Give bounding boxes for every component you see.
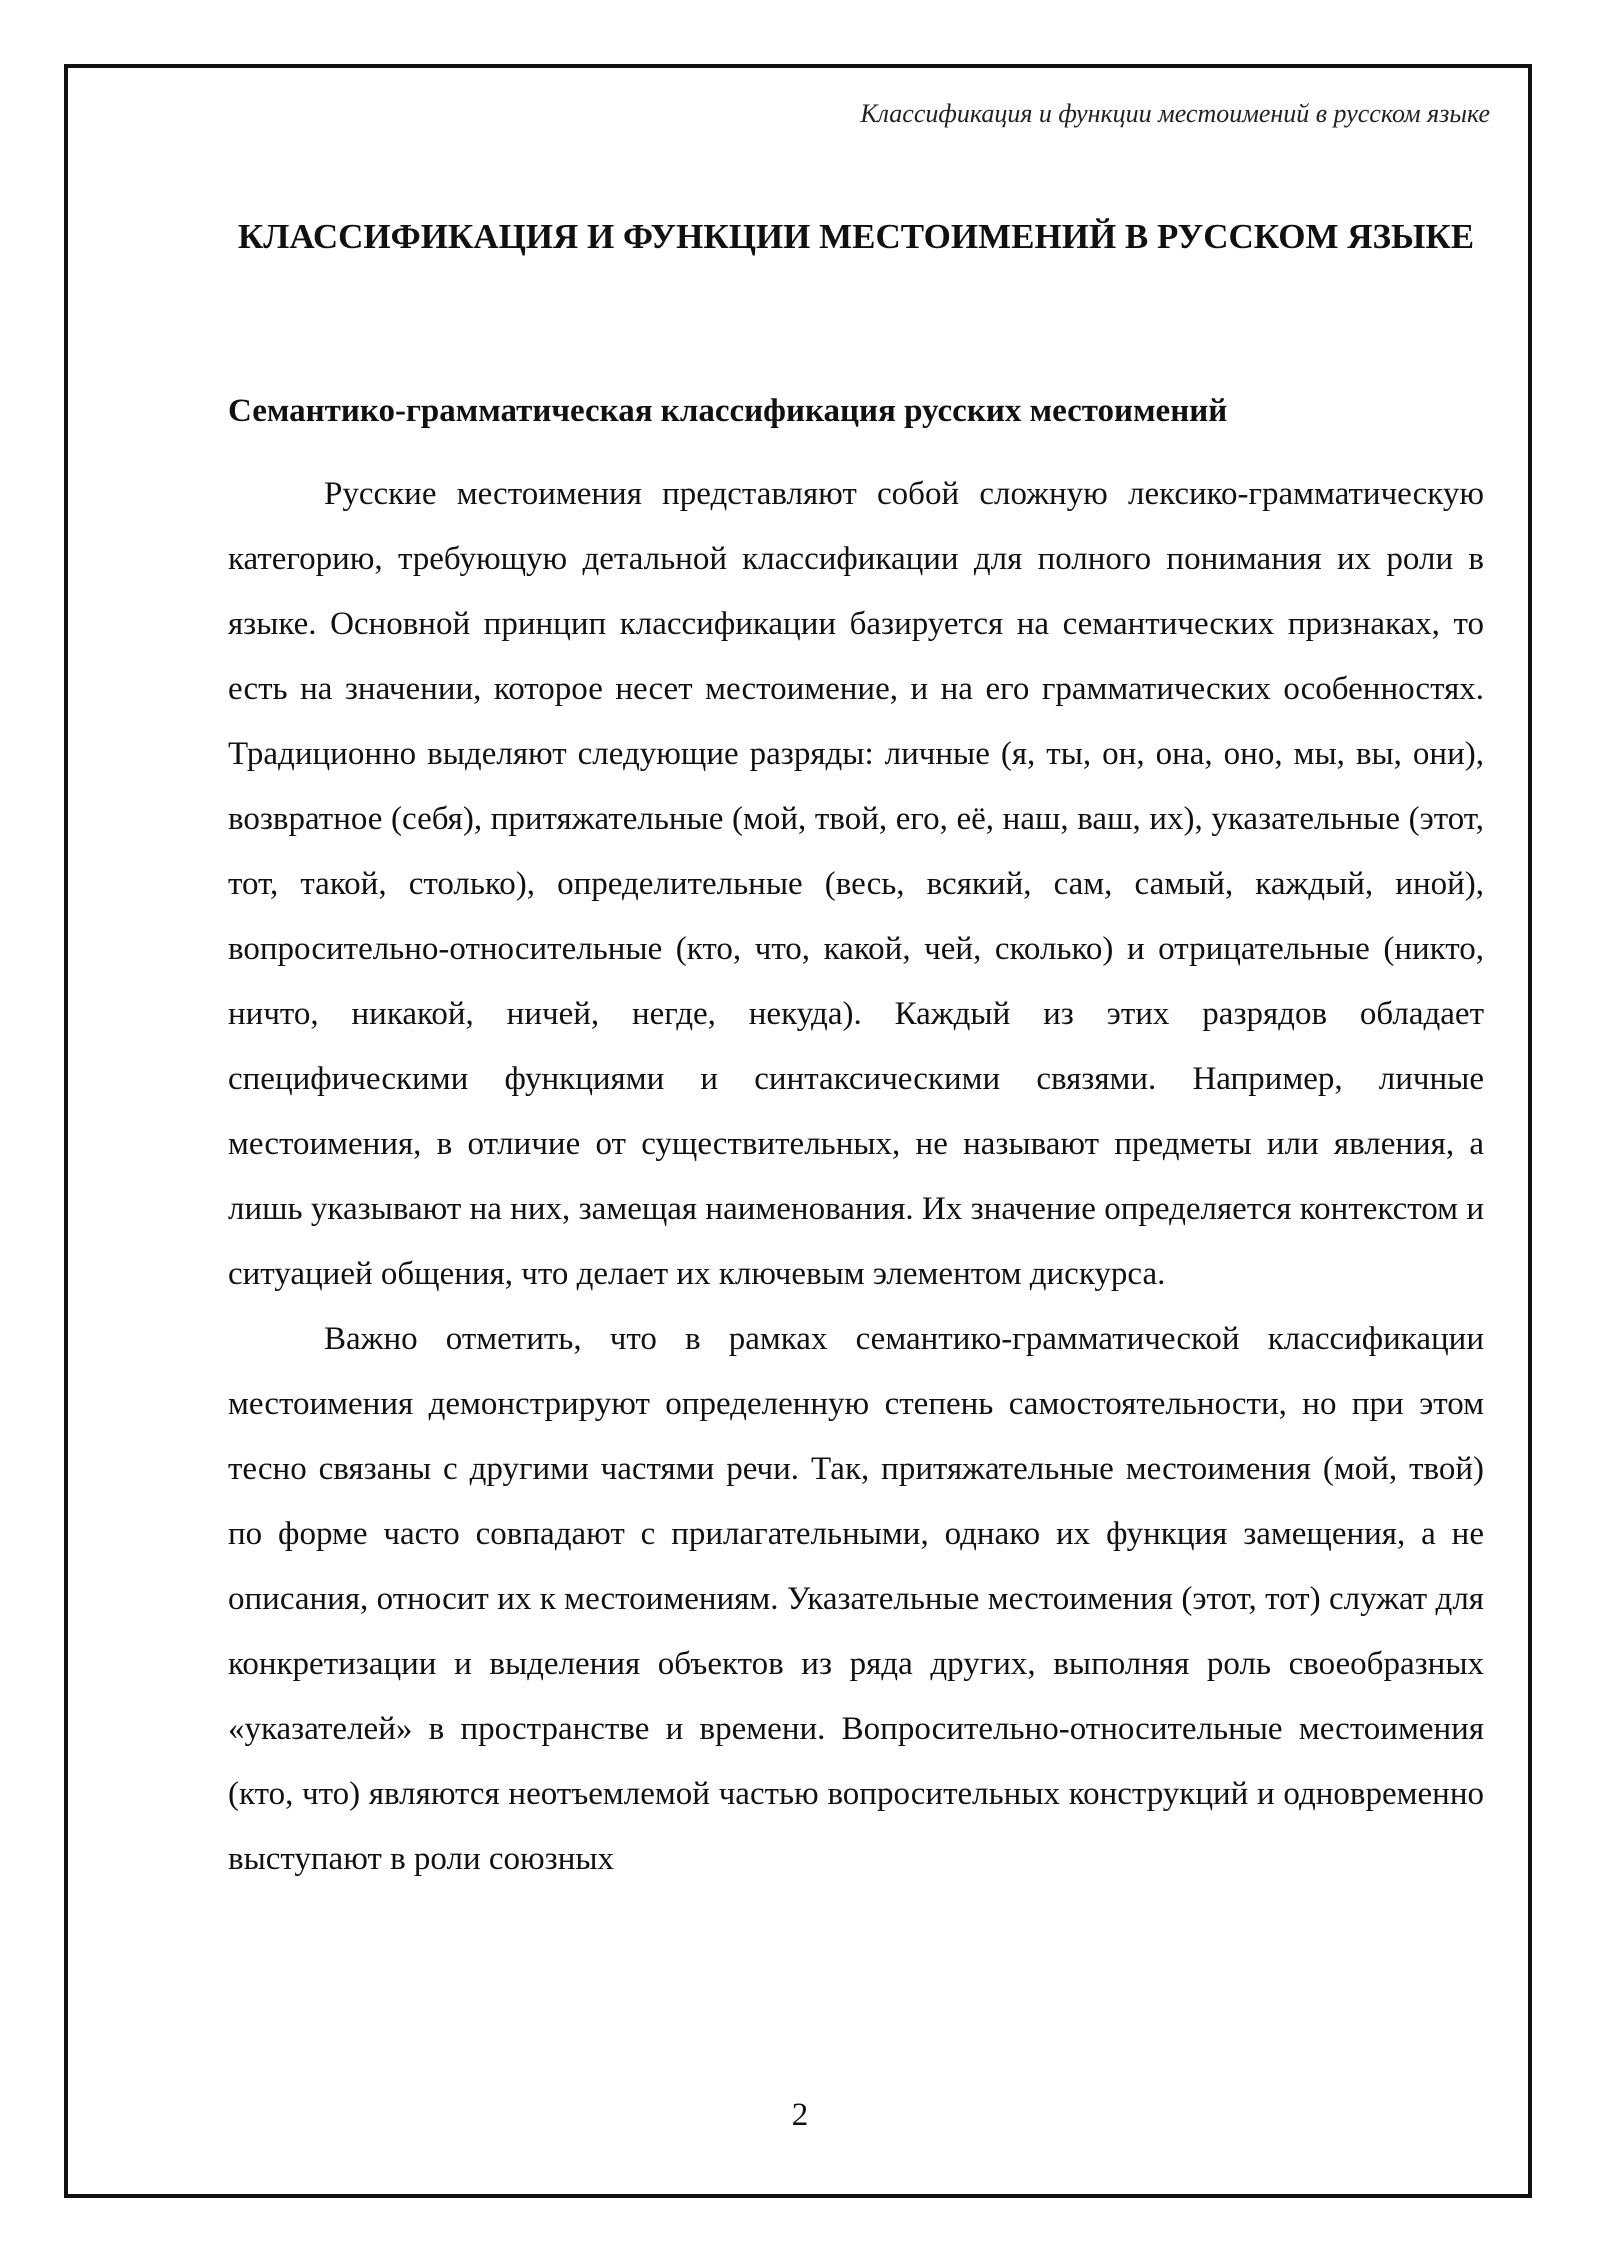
body-text [228, 462, 1484, 1892]
running-header: Классификация и функции местоимений в русском языке [860, 99, 1490, 128]
page-number: 2 [791, 2097, 809, 2133]
document-title: КЛАССИФИКАЦИЯ И ФУНКЦИИ МЕСТОИМЕНИЙ В РУССКОМ ЯЗЫКЕ [237, 217, 1475, 256]
paragraph: Русские местоимения представляют собой сложную лексико-грамматическую категорию, требующую детальной классификации для полного понимания их роли в языке. Основной принцип классификации базируется на семантических признаках, то есть на значении, которое несет местоимение, и на его грамматических особенностях. Традиционно выделяют следующие разряды: личные (я, ты, он, она, оно, мы, вы, они), возвратное (себя), притяжательные (мой, твой, его, её, наш, ваш, их), указательные (этот, тот, такой, столько), определительные (весь, всякий, сам, самый, каждый, иной), вопросительно-относительные (кто, что, какой, чей, сколько) и отрицательные (никто, ничто, никакой, ничей, негде, некуда). Каждый из этих разрядов обладает специфическими функциями и синтаксическими связями. Например, личные местоимения, в отличие от существительных, не называют предметы или явления, а лишь указывают на них, замещая наименования. Их значение определяется контекстом и ситуацией общения, что делает их ключевым элементом дискурса. [228, 476, 1484, 1292]
section-heading: Семантико-грамматическая классификация русских местоимений [228, 393, 1228, 429]
paragraph: Важно отметить, что в рамках семантико-грамматической классификации местоимения демонстрируют определенную степень самостоятельности, но при этом тесно связаны с другими частями речи. Так, притяжательные местоимения (мой, твой) по форме часто совпадают с прилагательными, однако их функция замещения, а не описания, относит их к местоимениям. Указательные местоимения (этот, тот) служат для конкретизации и выделения объектов из ряда других, выполняя роль своеобразных «указателей» в пространстве и времени. Вопросительно-относительные местоимения (кто, что) являются неотъемлемой частью вопросительных конструкций и одновременно выступают в роли союзных [228, 1321, 1484, 1877]
